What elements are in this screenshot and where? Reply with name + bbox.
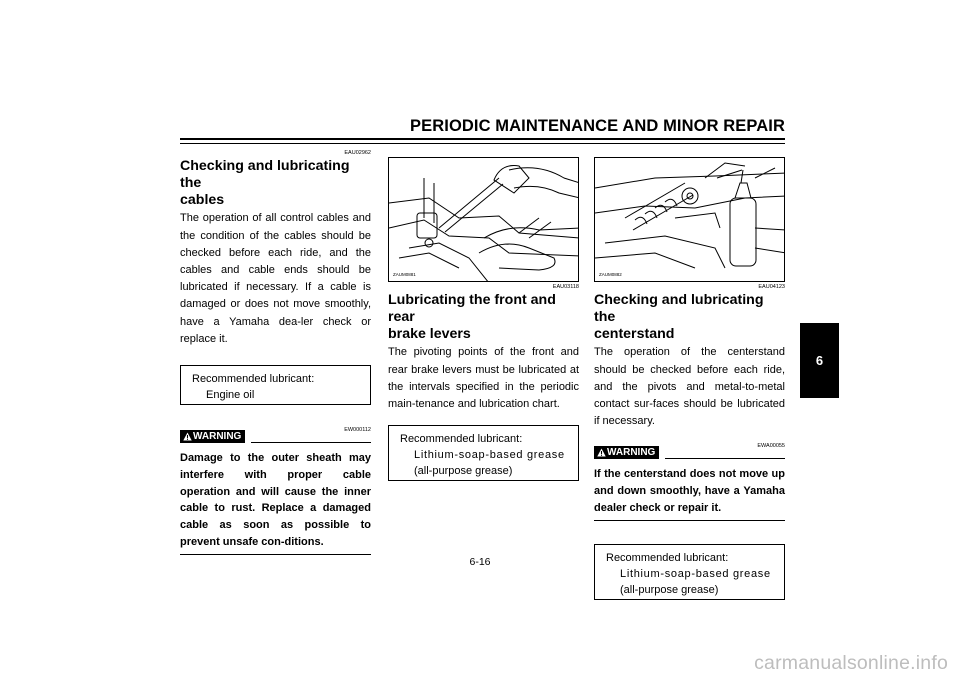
- section-body: The operation of all control cables and the condition of the cables should be checked before each ride, and the cables and cable ends should be lubricated if necessary. If a cable is damaged or does not move smoothly, have a Yamaha dea-ler check or replace it.: [180, 212, 371, 345]
- section-code: EAU02962: [344, 150, 371, 156]
- section-body: The operation of the centerstand should be checked before each ride, and the pivots and metal-to-metal contact sur-faces should be lubricated if necessary.: [594, 346, 785, 428]
- lubricant-value: Lithium-soap-based grease: [414, 449, 565, 462]
- chapter-tab: 6: [800, 323, 839, 398]
- warning-triangle-icon: [183, 432, 192, 441]
- section-heading: [594, 292, 785, 342]
- warning-end-rule: [594, 520, 785, 521]
- heading-line-2: brake levers: [388, 325, 471, 342]
- watermark: carmanualsonline.info: [754, 652, 948, 674]
- lubricant-value: Engine oil: [206, 389, 255, 402]
- heading-line-1: Checking and lubricating the: [594, 292, 764, 325]
- lubricant-value-note: (all-purpose grease): [620, 583, 719, 596]
- column-centerstand: [594, 157, 785, 600]
- warning-label: WARNING: [607, 447, 656, 459]
- warning-text: If the centerstand does not move up and down smoothly, have a Yamaha dealer check or repair it.: [594, 468, 785, 514]
- heading-line-2: centerstand: [594, 325, 675, 342]
- lubricant-label: Recommended lubricant:: [606, 551, 729, 564]
- section-code: EAU04123: [758, 284, 785, 290]
- warning-block: [180, 427, 371, 555]
- warning-block: [594, 443, 785, 520]
- photo-label: ZAUM0881: [393, 272, 416, 277]
- centerstand-photo: [594, 157, 785, 282]
- warning-label: WARNING: [193, 431, 242, 443]
- warning-header: [594, 443, 785, 462]
- section-code: EAU03118: [552, 284, 579, 290]
- centerstand-illustration: [595, 158, 785, 282]
- photo-label: ZAUM0882: [599, 272, 622, 277]
- header-rule-thick: [180, 138, 785, 140]
- brake-lever-illustration: [389, 158, 579, 282]
- brake-lever-photo: [388, 157, 579, 282]
- header-rule-thin: [180, 143, 785, 144]
- warning-end-rule: [180, 554, 371, 555]
- lubricant-box: [388, 425, 579, 481]
- section-heading: [388, 292, 579, 342]
- column-brake-levers: [388, 157, 579, 481]
- heading-line-1: Checking and lubricating the: [180, 158, 350, 191]
- warning-badge: [180, 430, 245, 443]
- lubricant-box: [594, 544, 785, 600]
- warning-text: Damage to the outer sheath may interfere with proper cable operation and will cause the inner cable to rust. Replace a damaged cable as soon as possible to prevent unsafe con-ditions.: [180, 452, 371, 548]
- warning-code: EW000112: [344, 427, 371, 434]
- lubricant-value-note: (all-purpose grease): [414, 465, 513, 478]
- section-body: The pivoting points of the front and rear brake levers must be lubricated at the intervals specified in the periodic main-tenance and lubrication chart.: [388, 346, 579, 410]
- warning-triangle-icon: [597, 448, 606, 457]
- lubricant-value: Lithium-soap-based grease: [620, 567, 771, 580]
- heading-line-1: Lubricating the front and rear: [388, 292, 556, 325]
- lubricant-box: [180, 365, 371, 405]
- warning-badge: [594, 446, 659, 459]
- page-title: PERIODIC MAINTENANCE AND MINOR REPAIR: [410, 117, 785, 135]
- lubricant-label: Recommended lubricant:: [192, 373, 315, 386]
- heading-line-2: cables: [180, 191, 225, 208]
- page-number: 6-16: [469, 556, 491, 568]
- warning-code: EWA00055: [757, 443, 785, 450]
- section-heading: [180, 158, 371, 208]
- warning-header: [180, 427, 371, 446]
- column-cables: [180, 150, 371, 555]
- lubricant-label: Recommended lubricant:: [400, 433, 523, 446]
